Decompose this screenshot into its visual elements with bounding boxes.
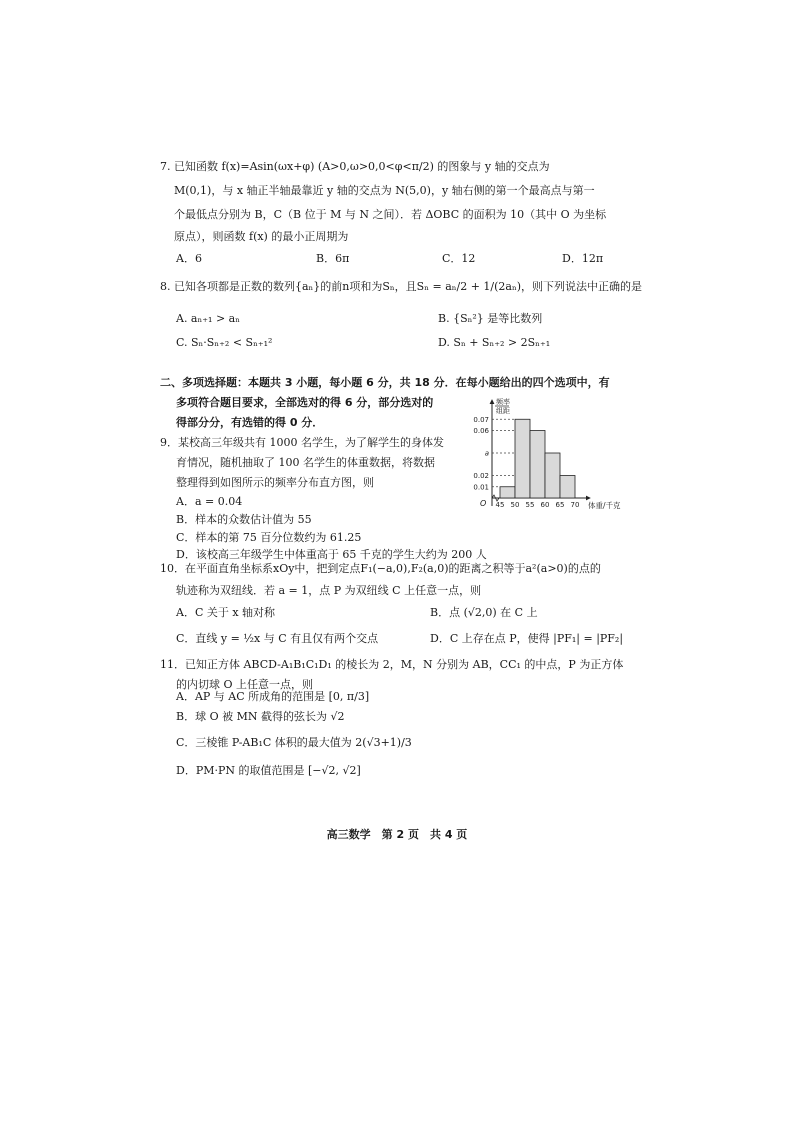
q11-option-a: A．AP 与 AC 所成角的范围是 [0, π/3] — [176, 690, 370, 703]
x-tick-label: 50 — [510, 501, 520, 509]
x-tick-label: 45 — [495, 501, 505, 509]
histogram-y-label — [495, 397, 510, 415]
q10-line1: 10．在平面直角坐标系xOy中，把到定点F₁(−a,0),F₂(a,0)的距离之积等于a²(a>0)的点的 — [160, 562, 601, 575]
q9-option-a: A．a = 0.04 — [176, 495, 243, 508]
q7-option-b: B．6π — [316, 252, 350, 265]
section2-heading: 二、多项选择题：本题共 3 小题，每小题 6 分，共 18 分．在每小题给出的四个选项中，有 — [160, 376, 610, 389]
x-tick-label: 65 — [555, 501, 565, 509]
y-tick-label: 0.01 — [473, 483, 489, 492]
histogram-bar — [545, 453, 560, 498]
q7-option-d: D．12π — [562, 252, 604, 265]
q8-option-a: A. aₙ₊₁ > aₙ — [176, 312, 240, 325]
x-tick-label: 70 — [570, 501, 580, 509]
origin-label: O — [480, 499, 487, 508]
histogram-bar — [530, 431, 545, 499]
histogram-x-label: 体重/千克 — [588, 501, 621, 510]
q8-option-c: C. Sₙ·Sₙ₊₂ < Sₙ₊₁² — [176, 336, 273, 349]
q9-line3: 整理得到如图所示的频率分布直方图，则 — [176, 476, 374, 489]
y-tick-label: 0.02 — [473, 472, 489, 480]
y-tick-label: a — [484, 449, 489, 458]
page-footer: 高三数学 第 2 页 共 4 页 — [326, 828, 468, 841]
q9-option-d: D．该校高三年级学生中体重高于 65 千克的学生大约为 200 人 — [176, 548, 487, 561]
q11-option-b: B．球 O 被 MN 截得的弦长为 √2 — [176, 710, 345, 723]
histogram-bar — [515, 419, 530, 498]
q10-option-a: A．C 关于 x 轴对称 — [176, 606, 276, 619]
q10-option-b: B．点 (√2,0) 在 C 上 — [430, 606, 538, 619]
section2-line3: 得部分分，有选错的得 0 分． — [176, 416, 324, 429]
q7-line4: 原点），则函数 f(x) 的最小正周期为 — [174, 230, 349, 243]
q11-option-c: C．三棱锥 P-AB₁C 体积的最大值为 2(√3+1)/3 — [176, 736, 412, 749]
x-tick-label: 55 — [525, 501, 535, 509]
q9-option-b: B．样本的众数估计值为 55 — [176, 513, 312, 526]
q9-option-c: C．样本的第 75 百分位数约为 61.25 — [176, 531, 362, 544]
q8-option-b: B. {Sₙ²} 是等比数列 — [438, 312, 543, 325]
q7-line1: 7. 已知函数 f(x)=Asin(ωx+φ) (A>0,ω>0,0<φ<π/2) 的图象与 y 轴的交点为 — [160, 160, 550, 173]
q7-option-c: C．12 — [442, 252, 476, 265]
q8-line1: 8. 已知各项都是正数的数列{aₙ}的前n项和为Sₙ，且Sₙ = aₙ/2 + 1/(2aₙ)，则下列说法中正确的是 — [160, 280, 643, 293]
y-tick-label: 0.07 — [473, 415, 489, 424]
q7-line2: M(0,1)，与 x 轴正半轴最靠近 y 轴的交点为 N(5,0)，y 轴右侧的第一个最高点与第一 — [174, 184, 595, 197]
q10-option-d: D．C 上存在点 P，使得 |PF₁| = |PF₂| — [430, 632, 624, 645]
q9-line1: 9．某校高三年级共有 1000 名学生，为了解学生的身体发 — [160, 436, 444, 449]
frequency-histogram — [470, 392, 630, 514]
q7-line3: 个最低点分别为 B，C（B 位于 M 与 N 之间）．若 ΔOBC 的面积为 10（其中 O 为坐标 — [174, 208, 607, 221]
histogram-bar — [560, 476, 575, 499]
ylabel-bottom: 组距 — [496, 407, 510, 415]
ylabel-top: 频率 — [496, 398, 510, 406]
q11-line1: 11．已知正方体 ABCD-A₁B₁C₁D₁ 的棱长为 2，M，N 分别为 AB，CC₁ 的中点，P 为正方体 — [160, 658, 624, 671]
q9-line2: 育情况，随机抽取了 100 名学生的体重数据，将数据 — [176, 456, 435, 469]
q11-line2: 的内切球 O 上任意一点，则 — [176, 678, 314, 691]
histogram-bar — [500, 487, 515, 498]
x-tick-label: 60 — [540, 501, 550, 509]
q11-option-d: D．PM·PN 的取值范围是 [−√2, √2] — [176, 764, 361, 777]
section2-line2: 多项符合题目要求，全部选对的得 6 分，部分选对的 — [176, 396, 434, 409]
q10-option-c: C．直线 y = ½x 与 C 有且仅有两个交点 — [176, 632, 379, 645]
y-tick-label: 0.06 — [473, 427, 489, 435]
q8-option-d: D. Sₙ + Sₙ₊₂ > 2Sₙ₊₁ — [438, 336, 551, 349]
q10-line2: 轨迹称为双纽线．若 a = 1，点 P 为双纽线 C 上任意一点，则 — [176, 584, 482, 597]
q7-option-a: A．6 — [176, 252, 202, 265]
